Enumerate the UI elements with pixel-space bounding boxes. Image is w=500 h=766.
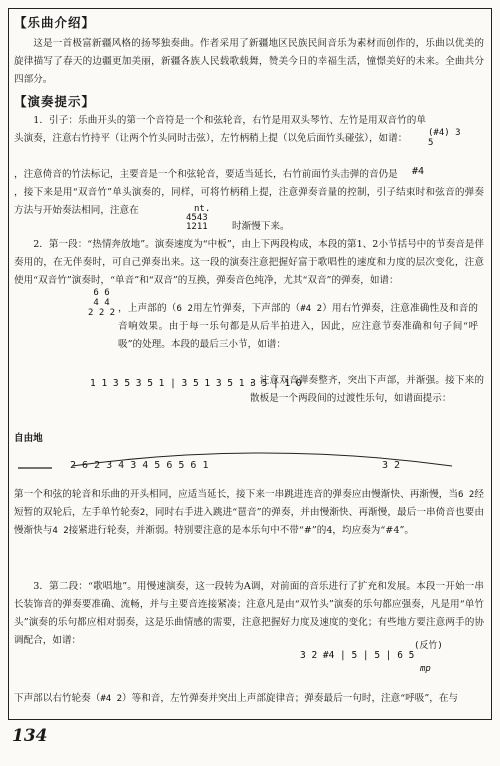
notation-opening-chord-top: (#4) 3 — [428, 128, 461, 138]
notation-song-phrase: 3 2 #4 | 5 | 5 | 6 5 — [300, 650, 415, 661]
notation-free-tempo-run: 2 6 2 3 4 3 4 5 6 5 6 1 — [70, 460, 209, 471]
dynamic-mp: mp — [420, 664, 431, 674]
section-heading-intro: 【乐曲介绍】 — [14, 15, 96, 30]
p4-text-a: 3．第二段：“歌唱地”。用慢速演奏，这一段转为A调，对前面的音乐进行了扩充和发展。本段一开始一串长装饰音的弹奏要准确、流畅，并与主要音连接紧凑；注意凡是由“双竹头”演奏的乐句都应强奏，凡是用“单竹头”演奏的乐句都应相对弱奏，这是乐曲情感的需要，注意把握好力度及速度的变化；有些地方要注意两手的协调配合，如谱： — [14, 581, 484, 646]
p3-text-c: ，同时右手进入跳进“琶音”的弹奏，并由慢渐快、再渐慢，最后一串倚音也要由慢渐快与 — [14, 507, 485, 536]
paragraph-grace-notes — [14, 166, 406, 184]
notation-upper-voice: 6 2 — [176, 304, 193, 314]
p4-text-c: ）等和音，左竹弹奏并突出上声部旋律音；弹奏最后一句时，注意“呼吸”，在与 — [122, 693, 459, 704]
paragraph-chord-roll — [14, 486, 484, 540]
notation-ending-sequence — [186, 205, 210, 232]
notation-ending-marker: nt. — [194, 204, 211, 214]
section-heading-performance: 【演奏提示】 — [14, 94, 96, 109]
notation-double-chord-top: 6 6 — [93, 288, 110, 298]
notation-lower-voice: #4 2 — [300, 304, 323, 314]
notation-double-chord — [88, 288, 115, 318]
paragraph-lower-voice — [14, 690, 484, 708]
p3-text-d: 接紧进行轮奏，并渐弱。特别要注意的是本乐句中不带“#”的4，均应奏为“#4”。 — [68, 525, 414, 536]
p2-text-d: ）用右竹弹奏，注意准确性及和音的音响效果。由于每一乐句都是从后半拍进入，因此，应注意节奏准确和句子间“呼吸”的处理。本段的最后三小节，如谱： — [118, 303, 479, 350]
notation-final-bars: 1 1 3 5 3 5 1 | 3 5 1 3 5 1 3 5 | 1 0 — [90, 378, 302, 389]
p1-text-a: 1．引子：乐曲开头的第一个音符是一个和弦轮音，右竹是用双头琴竹、左竹是用双音竹的单头演奏，注意右竹持平（让两个竹头同时击弦），左竹柄稍上提（以免后面竹头碰弦），如谱： — [14, 115, 426, 144]
p3-text-b: 经短暂的双轮后，左手单竹轮奏 — [14, 489, 485, 518]
p1-text-c: ，接下来是用“双音竹”单头演奏的，同样，可将竹柄稍上提，注意弹奏音量的控制，引子结束时和弦音的弹奏方法与开始奏法相同，注意在 — [14, 187, 484, 216]
p4-text-b: 下声部以右竹轮奏（ — [14, 693, 101, 704]
paragraph-final-bars — [250, 372, 484, 408]
notation-double-chord-mid: 4 4 — [93, 298, 110, 308]
paragraph-voices — [118, 300, 478, 354]
p2-text-b: ，上声部的（ — [118, 303, 177, 314]
p2-text-a: 2．第一段：“热情奔放地”。演奏速度为“中板”，由上下两段构成，本段的第1、2小节括号中的节奏音是伴奏用的，在无伴奏时，可自己弹奏出来。这一段的演奏注意把握好富于歌唱性的速度和力度的层次变化，注意使用“双音竹”演奏时，“单音”和“双音”的互换，弹奏音色纯净，尤其“双音”的弹奏，如谱： — [14, 239, 484, 286]
notation-free-tempo-end: 3 2 — [382, 460, 401, 471]
notation-two: 2 — [139, 508, 146, 518]
notation-opening-chord — [428, 128, 461, 148]
notation-opening-chord-bottom: 5 — [428, 138, 434, 148]
notation-ending-top: 4543 — [186, 213, 208, 223]
notation-sharp-four: #4 — [412, 166, 425, 177]
p2-text-c: 用左竹弹奏，下声部的（ — [192, 303, 301, 314]
page-number: 134 — [12, 726, 48, 746]
paragraph-slowdown: 时渐慢下来。 — [232, 221, 290, 232]
notation-six-two: 6 2 — [458, 490, 475, 500]
p2-text-e: ，注意双音弹奏整齐，突出下声部，并渐强。接下来的散板是一个两段间的过渡性乐句，如谱面提示： — [250, 375, 484, 404]
notation-lower-roll: #4 2 — [100, 694, 123, 704]
paragraph-section-one — [14, 236, 484, 290]
notation-double-chord-low: 2 2 2 — [88, 308, 116, 318]
p3-text-a: 第一个和弦的轮音和乐曲的开头相同，应适当延长，接下来一串跳进连音的弹奏应由慢渐快、再渐慢，当 — [14, 489, 459, 500]
free-tempo-marking: 自由地 — [14, 433, 43, 444]
paragraph-intro-part — [14, 112, 426, 148]
paragraph-double-stick — [14, 184, 484, 220]
intro-paragraph: 这是一首极富新疆风格的扬琴独奏曲。作者采用了新疆地区民族民间音乐为素材而创作的，乐曲以优美的旋律描写了春天的边疆更加美丽，新疆各族人民载歌载舞，赞美今日的幸福生活，憧憬美好的未来。全曲共分四部分。 — [14, 38, 484, 85]
notation-ending-bottom: 1211 — [186, 222, 208, 232]
notation-reverse-stick: (反竹) — [414, 641, 443, 651]
p1-text-b: ，注意倚音的竹法标记，主要音是一个和弦轮音，要适当延长，右竹前面竹头击弹的音仍是 — [14, 169, 398, 180]
notation-four-two: 4 2 — [52, 526, 69, 536]
